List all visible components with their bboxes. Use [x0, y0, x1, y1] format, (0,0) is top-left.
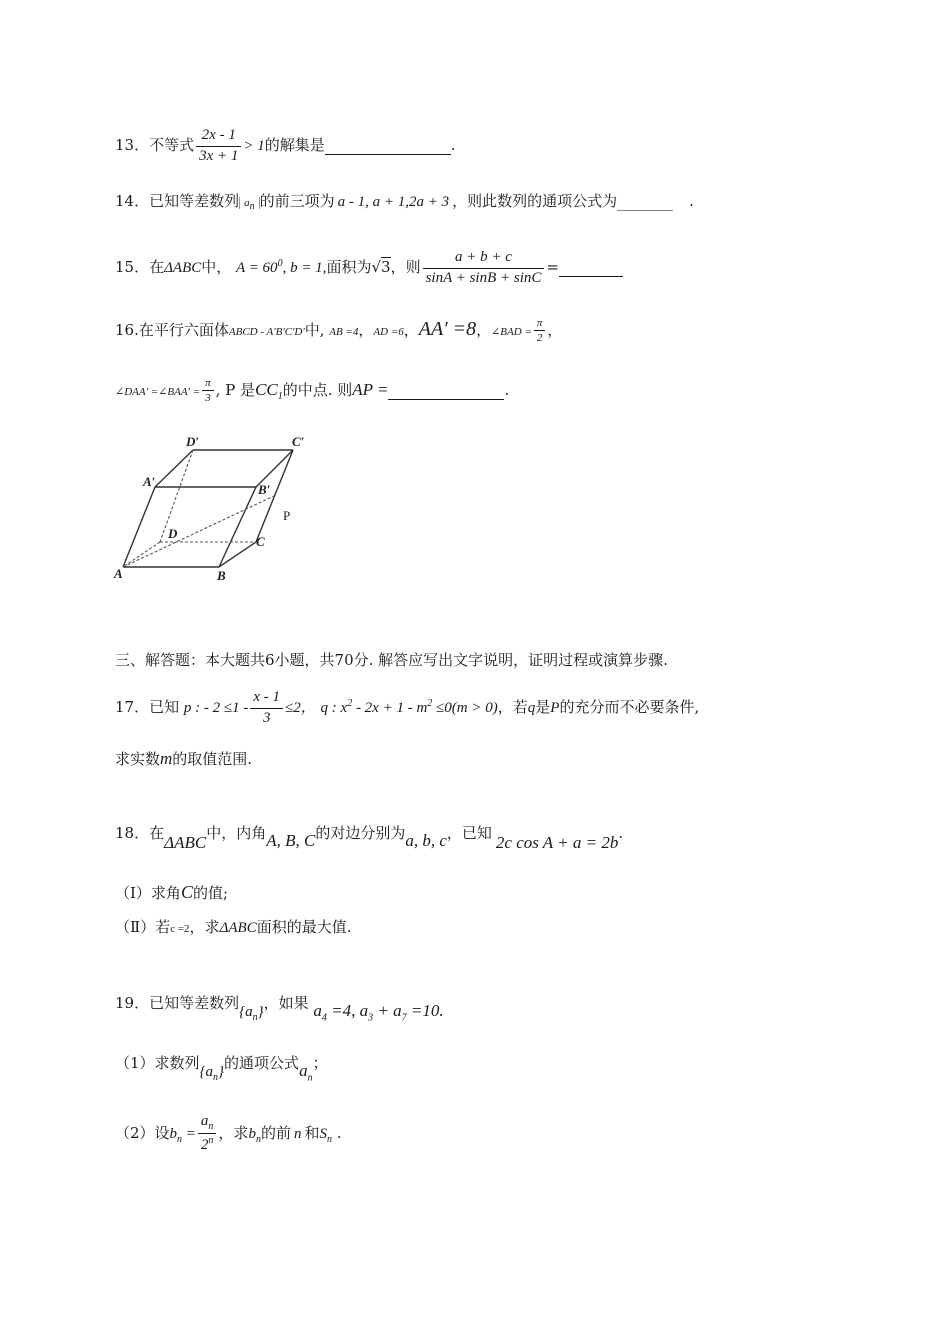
answer-blank[interactable]: [388, 381, 504, 400]
vertex-label: A′: [143, 474, 156, 489]
question-number: 13．: [115, 136, 150, 154]
question-number: 14．: [115, 192, 150, 210]
answer-blank[interactable]: [559, 258, 623, 277]
question-18: 18．在ΔABC中，内角A, B, C的对边分别为a, b, c，已知 2c cos A + a = 2b.: [115, 824, 624, 852]
question-18-part-2: （Ⅱ）若c =2，求ΔABC面积的最大值.: [115, 918, 352, 936]
question-number: 17．: [115, 698, 150, 716]
vertex-label: D′: [186, 434, 200, 449]
question-14: 14．已知等差数列 $a_n$ 的前三项为 a - 1, a + 1,2a + 3 ，则此数列的通项公式为 .: [115, 192, 694, 213]
question-19-part-1: （1）求数列$\{a_n\}$的通项公式$a_n$；: [115, 1054, 328, 1084]
question-17-line-2: 求实数m的取值范围.: [115, 749, 253, 768]
fraction: $\frac{a + b + c}{\sin A + \sin B + \sin C}$: [423, 248, 545, 288]
parallelepiped-figure: [110, 432, 330, 584]
question-number: 18．: [115, 824, 150, 842]
vertex-label: A: [114, 566, 123, 581]
vertex-label: C: [256, 534, 265, 549]
question-18-part-1: （Ⅰ）求角C的值;: [115, 882, 229, 902]
fraction: $\frac{2x - 1}{3x + 1}$: [196, 126, 241, 166]
vertex-label: D: [168, 526, 178, 541]
answer-blank[interactable]: [325, 136, 451, 155]
fraction: $\frac{\pi}{2}$: [534, 316, 546, 346]
fraction: $\frac{a_n}{2^n}$: [198, 1112, 217, 1156]
question-15: 15．在ΔABC中， $A = 60^0$, b = 1,面积为√3，则 $\frac{a + b + c}{\sin A + \sin B + \sin C}$ =: [115, 248, 623, 288]
question-13: 13．不等式 $\frac{2x - 1}{3x + 1}$ > 1的解集是 .: [115, 126, 456, 166]
sqrt-symbol: √3: [371, 258, 391, 276]
vertex-label: B: [217, 568, 226, 583]
question-17: 17．已知 p : - 2 ≤1 - $\frac{x - 1}{3}$ ≤2， q : $x^2 - 2x + 1 - m^2 \le 0(m > 0)$，若q是P的充分而不必要条件,: [115, 688, 699, 728]
fraction: $\frac{x - 1}{3}$: [250, 688, 283, 728]
vertex-label: B′: [258, 482, 271, 497]
question-19: 19．已知等差数列$\{a_n\}$，如果 $a_4 =4$, $a_3 + a_7 =10$.: [115, 994, 444, 1024]
vertex-label: P: [283, 508, 291, 523]
question-16-line-2: ∠DAA′ =∠BAA′ = $\frac{\pi}{3}$ , P 是$CC_1$的中点. 则AP = .: [115, 377, 510, 405]
sequence-symbol: $a_n$: [239, 197, 260, 209]
fraction: $\frac{\pi}{3}$: [202, 376, 214, 406]
question-19-part-2: （2）设$b_n$ = $\frac{a_n}{2^n}$ ，求$b_n$的前 n 和$S_n$ .: [115, 1112, 342, 1156]
question-16: 16.在平行六面体ABCD - A'B'C'D'中, AB =4，AD =6，AA′ =8，∠BAD = $\frac{\pi}{2}$ ，: [115, 317, 563, 345]
answer-blank[interactable]: [617, 192, 673, 211]
question-number: 16.: [115, 320, 139, 339]
section-heading: 三、解答题：本大题共6小题，共70分. 解答应写出文字说明，证明过程或演算步骤.: [115, 651, 668, 669]
question-number: 19．: [115, 994, 150, 1012]
question-number: 15．: [115, 258, 150, 276]
vertex-label: C′: [292, 434, 305, 449]
